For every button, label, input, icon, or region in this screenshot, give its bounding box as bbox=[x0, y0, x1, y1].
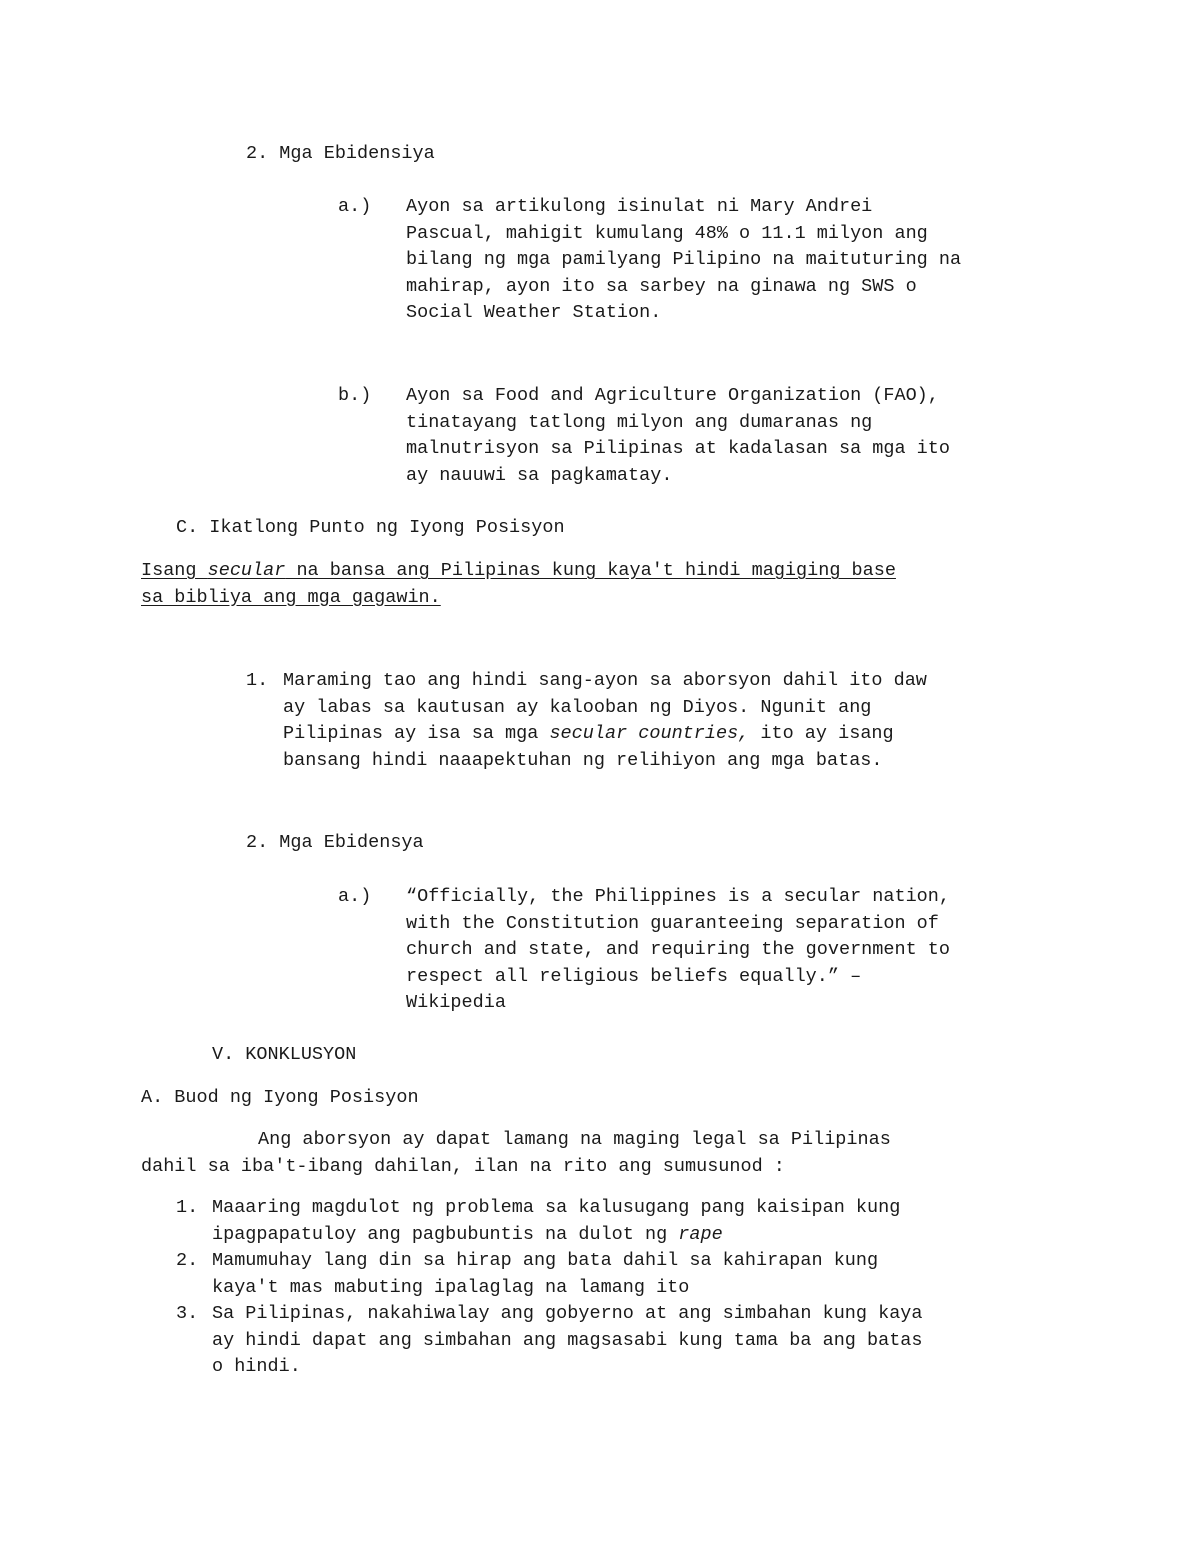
evidence-a-marker: a.) bbox=[338, 196, 372, 217]
evidence-b-line: ay nauuwi sa pagkamatay. bbox=[406, 464, 673, 486]
thesis-italic-term: secular bbox=[207, 560, 286, 581]
evidence-a-line: mahirap, ayon ito sa sarbey na ginawa ng SWS o bbox=[406, 275, 917, 297]
conclusion-3-line: Sa Pilipinas, nakahiwalay ang gobyerno at ang simbahan kung kaya bbox=[212, 1303, 923, 1324]
section-heading-mga-ebidensiya: 2. Mga Ebidensiya bbox=[246, 143, 435, 164]
point-1-marker: 1. bbox=[246, 670, 269, 691]
point-1-text: ito ay isang bbox=[749, 723, 894, 744]
quote-a-line: church and state, and requiring the government to bbox=[406, 939, 950, 960]
quote-a-line: Wikipedia bbox=[406, 992, 506, 1013]
point-1-italic-term: secular countries, bbox=[549, 723, 750, 744]
quote-a-line: “Officially, the Philippines is a secular nation, bbox=[406, 886, 950, 907]
section-heading-mga-ebidensya: 2. Mga Ebidensya bbox=[246, 832, 424, 853]
conclusion-2-line: Mamumuhay lang din sa hirap ang bata dahil sa kahirapan kung bbox=[212, 1250, 879, 1271]
conclusion-1-italic-term: rape bbox=[678, 1223, 723, 1245]
thesis-line-2: sa bibliya ang mga gagawin. bbox=[141, 586, 441, 608]
conclusion-1-line bbox=[212, 1222, 723, 1249]
buod-heading: A. Buod ng Iyong Posisyon bbox=[141, 1087, 419, 1108]
evidence-a-line: Pascual, mahigit kumulang 48% o 11.1 milyon ang bbox=[406, 222, 928, 244]
evidence-b-line: tinatayang tatlong milyon ang dumaranas ng bbox=[406, 411, 873, 433]
conclusion-1-marker: 1. bbox=[176, 1197, 199, 1218]
konklusyon-heading: V. KONKLUSYON bbox=[212, 1044, 357, 1065]
quote-a-marker: a.) bbox=[338, 886, 372, 907]
conclusion-1-line: Maaaring magdulot ng problema sa kalusugang pang kaisipan kung bbox=[212, 1197, 901, 1218]
evidence-a-line: bilang ng mga pamilyang Pilipino na maituturing na bbox=[406, 249, 962, 270]
point-1-line: ay labas sa kautusan ay kalooban ng Diyos. Ngunit ang bbox=[283, 696, 872, 718]
intro-line-1: Ang aborsyon ay dapat lamang na maging legal sa Pilipinas bbox=[258, 1129, 891, 1150]
point-1-text: Pilipinas ay isa sa mga bbox=[283, 723, 550, 744]
point-c-heading: C. Ikatlong Punto ng Iyong Posisyon bbox=[176, 517, 565, 538]
quote-a-line: with the Constitution guaranteeing separation of bbox=[406, 912, 939, 934]
conclusion-1-text: ipagpapatuloy ang pagbubuntis na dulot ng bbox=[212, 1223, 679, 1245]
conclusion-3-line: ay hindi dapat ang simbahan ang magsasabi kung tama ba ang batas bbox=[212, 1329, 923, 1351]
thesis-text: na bansa ang Pilipinas kung kaya't hindi magiging base bbox=[285, 560, 896, 581]
thesis-line-1 bbox=[141, 558, 896, 585]
evidence-b-marker: b.) bbox=[338, 385, 372, 406]
conclusion-3-marker: 3. bbox=[176, 1303, 199, 1324]
thesis-text: Isang bbox=[141, 560, 208, 581]
quote-a-line: respect all religious beliefs equally.” – bbox=[406, 965, 862, 987]
evidence-a-line: Social Weather Station. bbox=[406, 302, 662, 323]
evidence-b-line: malnutrisyon sa Pilipinas at kadalasan sa mga ito bbox=[406, 438, 950, 459]
evidence-a-line: Ayon sa artikulong isinulat ni Mary Andrei bbox=[406, 196, 873, 217]
intro-line-2: dahil sa iba't-ibang dahilan, ilan na rito ang sumusunod : bbox=[141, 1155, 785, 1177]
conclusion-2-marker: 2. bbox=[176, 1250, 199, 1271]
conclusion-3-line: o hindi. bbox=[212, 1356, 301, 1377]
point-1-line: Maraming tao ang hindi sang-ayon sa aborsyon dahil ito daw bbox=[283, 670, 927, 691]
point-1-line bbox=[283, 721, 894, 748]
evidence-b-line: Ayon sa Food and Agriculture Organization (FAO), bbox=[406, 385, 939, 406]
point-1-line: bansang hindi naaapektuhan ng relihiyon ang mga batas. bbox=[283, 749, 883, 771]
conclusion-2-line: kaya't mas mabuting ipalaglag na lamang ito bbox=[212, 1276, 690, 1298]
